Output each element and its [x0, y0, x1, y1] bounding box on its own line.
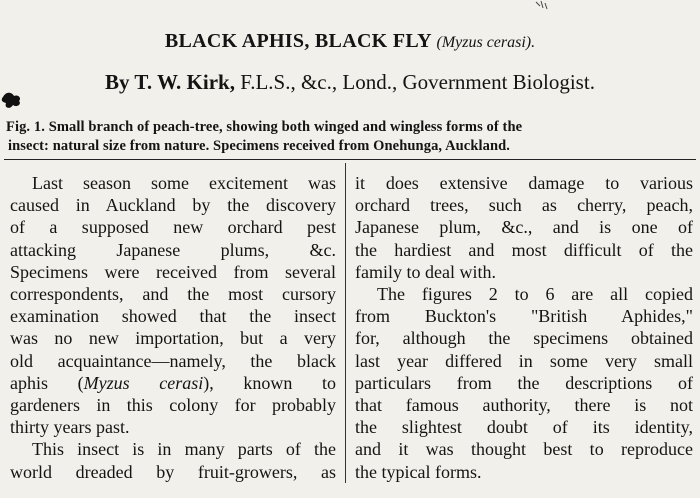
- right-line-4: the hardiest and most difficult of the: [355, 239, 693, 260]
- right-line-9: last year differed in some very small: [355, 350, 693, 371]
- figure-caption: [6, 118, 694, 156]
- byline-credentials: F.L.S., &c., Lond., Government Biologist.: [240, 70, 595, 94]
- left-line-3: of a supposed new orchard pest: [10, 217, 336, 238]
- right-line-2: orchard trees, such as cherry, peach,: [355, 195, 693, 216]
- left-line-10: aphis (Myzus cerasi), known to: [10, 372, 337, 393]
- right-column: [355, 172, 693, 483]
- caption-text-1: Small branch of peach-tree, showing both winged and wingless forms of the: [48, 119, 523, 135]
- right-line-6: The figures 2 to 6 are all copied: [377, 284, 693, 305]
- right-line-7: from Buckton's "British Aphides,": [355, 306, 693, 327]
- left-line-7: examination showed that the insect: [10, 306, 336, 327]
- ink-blot-mark: [0, 88, 24, 114]
- article-title: [0, 30, 700, 53]
- scientific-name-inline: Myzus cerasi: [83, 372, 204, 393]
- right-line-8: for, although the specimens obtained: [355, 328, 693, 349]
- right-line-3: Japanese plum, &c., and is one of: [355, 217, 693, 238]
- right-line-1: it does extensive damage to various: [355, 173, 693, 193]
- ink-speck-mark: [532, 0, 552, 16]
- left-line-13: This insect is in many parts of the: [32, 439, 336, 460]
- right-line-11: that famous authority, there is not: [355, 395, 693, 416]
- right-line-12: the slightest doubt of its identity,: [355, 417, 693, 438]
- left-column: [10, 172, 336, 483]
- right-line-5: family to deal with.: [355, 261, 496, 282]
- left-line-8: was no new importation, but a very: [10, 328, 336, 349]
- byline-author: By T. W. Kirk,: [105, 70, 235, 94]
- title-text: BLACK APHIS, BLACK FLY: [164, 30, 432, 52]
- caption-line-2: insect: natural size from nature. Specimens received from Onehunga, Auckland.: [8, 138, 511, 154]
- byline: [0, 70, 700, 95]
- column-divider: [345, 163, 346, 483]
- caption-divider: [4, 159, 696, 160]
- left-line-5: Specimens were received from several: [10, 261, 336, 282]
- left-line-14: world dreaded by fruit-growers, as: [10, 461, 336, 482]
- left-line-11: gardeners in this colony for probably: [10, 395, 336, 416]
- left-line-1: Last season some excitement was: [32, 173, 336, 193]
- left-line-12: thirty years past.: [10, 417, 130, 438]
- right-line-10: particulars from the descriptions of: [355, 372, 693, 393]
- title-scientific-name: (Myzus cerasi).: [436, 34, 536, 51]
- left-line-2: caused in Auckland by the discovery: [10, 195, 336, 216]
- left-line-9: old acquaintance—namely, the black: [10, 350, 336, 371]
- caption-fig-label: Fig. 1.: [6, 119, 45, 135]
- left-line-6: correspondents, and the most cursory: [10, 284, 336, 305]
- right-line-13: and it was thought best to reproduce: [355, 439, 693, 460]
- left-line-4: attacking Japanese plums, &c.: [10, 239, 336, 260]
- caption-line-1: [6, 118, 694, 137]
- right-line-14: the typical forms.: [355, 461, 482, 482]
